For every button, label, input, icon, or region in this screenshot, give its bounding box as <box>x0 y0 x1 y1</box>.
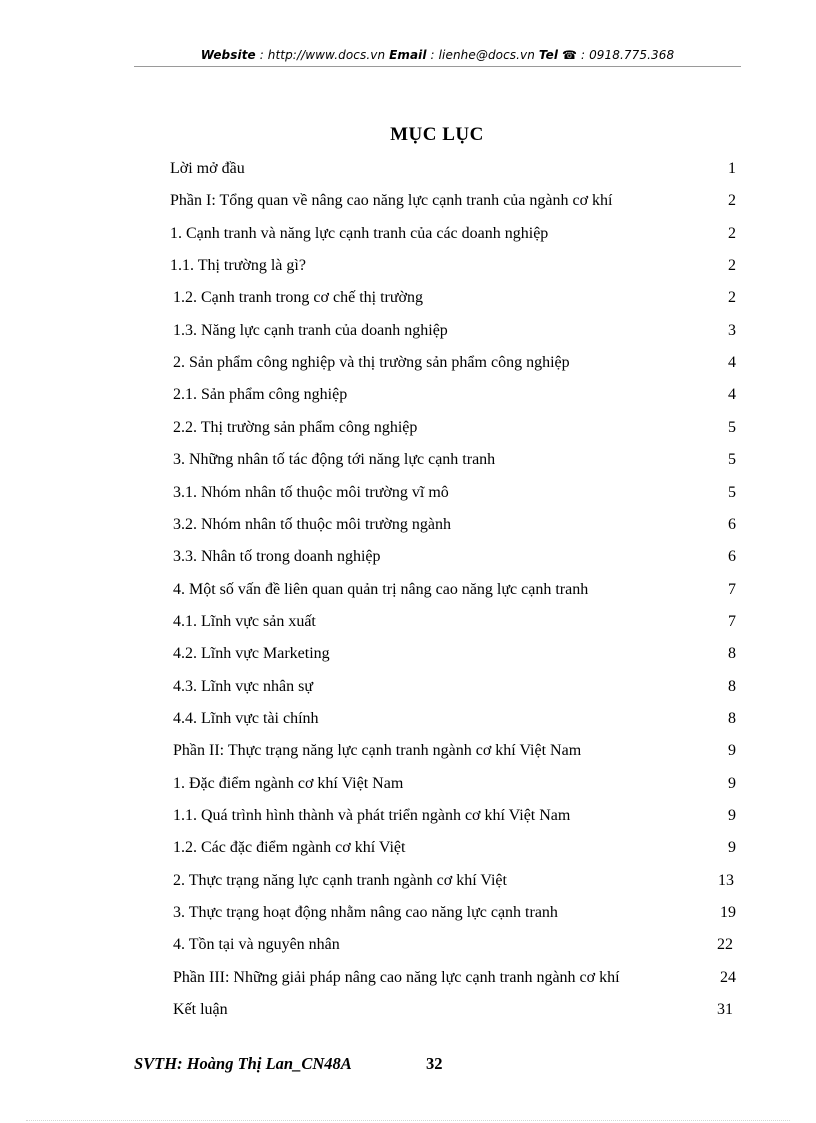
toc-entry-page: 5 <box>728 483 736 501</box>
toc-entry-label: Phần II: Thực trạng năng lực cạnh tranh ngành cơ khí Việt Nam <box>173 742 582 760</box>
toc-entry-label: 1.1. Thị trường là gì? <box>170 257 306 275</box>
toc-entry-page: 24 <box>720 968 736 986</box>
toc-entry-page: 13 <box>718 871 734 889</box>
toc-entry-page: 6 <box>728 548 736 566</box>
toc-entry-label: 1.2. Các đặc điểm ngành cơ khí Việt <box>173 839 406 857</box>
toc-entry-page: 6 <box>728 515 736 533</box>
toc-entry-page: 2 <box>728 257 736 275</box>
toc-entry <box>0 675 816 699</box>
toc-entry <box>0 254 816 278</box>
toc-entry-page: 3 <box>728 321 736 339</box>
toc-entry-label: Phần III: Những giải pháp nâng cao năng lực cạnh tranh ngành cơ khí <box>173 968 620 986</box>
tel-label: Tel <box>538 48 559 62</box>
toc-entry-page: 4 <box>728 386 736 404</box>
toc-entry-page: 8 <box>728 645 736 663</box>
header-separator: : <box>255 48 268 62</box>
toc-entry <box>0 998 816 1022</box>
toc-entry-label: 1. Cạnh tranh và năng lực cạnh tranh của các doanh nghiệp <box>170 224 549 242</box>
toc-entry-label: 2. Sản phẩm công nghiệp và thị trường sản phẩm công nghiệp <box>173 354 570 372</box>
toc-entry <box>0 222 816 246</box>
toc-entry-label: 4. Một số vấn đề liên quan quản trị nâng cao năng lực cạnh tranh <box>173 580 589 598</box>
toc-entry-page: 5 <box>728 451 736 469</box>
toc-entry-label: 1.1. Quá trình hình thành và phát triển ngành cơ khí Việt Nam <box>173 807 571 824</box>
toc-entry-page: 8 <box>728 677 736 695</box>
toc-entry-page: 8 <box>728 709 736 727</box>
toc-entry <box>0 869 816 893</box>
toc-entry-label: 3. Thực trạng hoạt động nhằm nâng cao năng lực cạnh tranh <box>173 904 558 922</box>
toc-entry-label: Lời mở đầu <box>170 160 245 177</box>
toc-entry-page: 2 <box>728 224 736 242</box>
phone-number: 0918.775.368 <box>589 48 675 62</box>
toc-entry-label: 1. Đặc điểm ngành cơ khí Việt Nam <box>173 774 404 792</box>
toc-entry-page: 7 <box>728 580 736 598</box>
header-separator: : <box>577 48 590 62</box>
toc-entry-label: 3.2. Nhóm nhân tố thuộc môi trường ngành <box>173 515 451 533</box>
toc-entry-page: 31 <box>717 1001 733 1019</box>
header-separator: : <box>426 48 439 62</box>
email-label: Email <box>389 48 427 62</box>
toc-entry-label: 3.1. Nhóm nhân tố thuộc môi trường vĩ mô <box>173 483 449 501</box>
page-bottom-divider <box>26 1120 790 1121</box>
toc-entry-page: 9 <box>728 774 736 792</box>
toc-entry-page: 7 <box>728 612 736 630</box>
footer-author: SVTH: Hoàng Thị Lan_CN48A <box>134 1054 352 1073</box>
toc-entry-page: 5 <box>728 418 736 436</box>
toc-entry-label: Phần I: Tổng quan về nâng cao năng lực cạnh tranh của ngành cơ khí <box>170 192 613 210</box>
toc-entry <box>0 545 816 569</box>
toc-entry-page: 9 <box>728 839 736 857</box>
toc-entry-label: 2.2. Thị trường sản phẩm công nghiệp <box>173 418 418 436</box>
toc-entry-label: 4.3. Lĩnh vực nhân sự <box>173 677 313 695</box>
page-header <box>134 48 741 62</box>
toc-entry <box>0 966 816 990</box>
toc-entry-label: 4. Tồn tại và nguyên nhân <box>173 936 340 954</box>
toc-entry <box>0 383 816 407</box>
toc-entry <box>0 642 816 666</box>
toc-entry-label: 4.2. Lĩnh vực Marketing <box>173 645 330 663</box>
toc-entry-page: 9 <box>728 742 736 760</box>
toc-entry-label: 2.1. Sản phẩm công nghiệp <box>173 386 348 404</box>
toc-entry-label: 4.1. Lĩnh vực sản xuất <box>173 612 316 630</box>
toc-entry-page: 2 <box>728 192 736 210</box>
toc-entry-label: 2. Thực trạng năng lực cạnh tranh ngành cơ khí Việt <box>173 871 507 889</box>
toc-entry-label: 4.4. Lĩnh vực tài chính <box>173 709 319 727</box>
toc-entry <box>0 578 816 602</box>
toc-entry <box>0 189 816 213</box>
toc-entry-page: 19 <box>720 904 736 922</box>
email-address[interactable]: lienhe@docs.vn <box>438 48 535 62</box>
toc-entry-page: 2 <box>728 289 736 307</box>
toc-entry-label: 1.2. Cạnh tranh trong cơ chế thị trường <box>173 289 423 307</box>
toc-entry-label: 3. Những nhân tố tác động tới năng lực cạnh tranh <box>173 451 496 469</box>
toc-entry-label: Kết luận <box>173 1001 228 1019</box>
toc-entry <box>0 481 816 505</box>
page-title: MỤC LỤC <box>390 124 484 145</box>
telephone-icon: ☎ <box>562 48 578 62</box>
toc-entry-page: 4 <box>728 354 736 372</box>
toc-entry <box>0 707 816 731</box>
toc-entry <box>0 772 816 796</box>
toc-entry <box>0 448 816 472</box>
toc-entry <box>0 513 816 537</box>
toc-entry <box>0 804 816 828</box>
toc-entry-page: 1 <box>728 160 736 177</box>
website-label: Website <box>200 48 256 62</box>
toc-entry <box>0 610 816 634</box>
toc-entry <box>0 836 816 860</box>
toc-entry-label: 1.3. Năng lực cạnh tranh của doanh nghiệp <box>173 321 448 339</box>
toc-entry <box>0 416 816 440</box>
toc-entry-label: 3.3. Nhân tố trong doanh nghiệp <box>173 548 381 566</box>
header-divider <box>134 66 741 67</box>
toc-entry <box>0 351 816 375</box>
toc-entry <box>0 739 816 763</box>
toc-entry <box>0 286 816 310</box>
toc-entry <box>0 901 816 925</box>
toc-entry <box>0 157 816 181</box>
toc-entry <box>0 933 816 957</box>
website-url[interactable]: http://www.docs.vn <box>267 48 386 62</box>
toc-entry <box>0 319 816 343</box>
toc-entry-page: 9 <box>728 807 736 824</box>
toc-entry-page: 22 <box>717 936 733 954</box>
footer-page-number: 32 <box>426 1054 443 1073</box>
